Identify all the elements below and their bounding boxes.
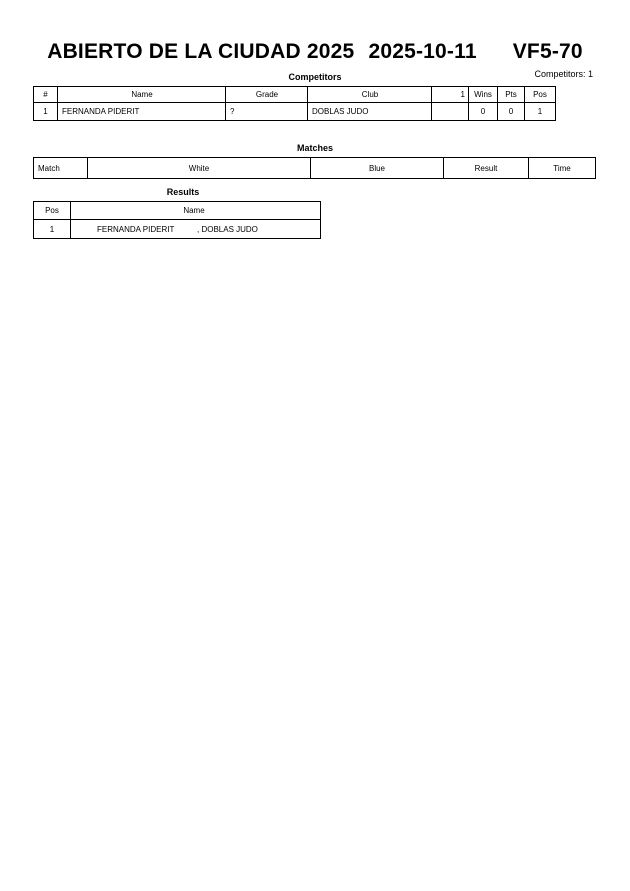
column-header-pts: Pts bbox=[498, 87, 525, 103]
cell-results-name bbox=[71, 220, 321, 239]
event-date: 2025-10-11 bbox=[368, 40, 477, 63]
matches-table bbox=[33, 157, 596, 179]
column-header-num: # bbox=[34, 87, 58, 103]
column-header-white: White bbox=[88, 158, 311, 179]
table-header-row bbox=[34, 158, 596, 179]
table-header-row bbox=[34, 87, 556, 103]
column-header-extra: 1 bbox=[432, 87, 469, 103]
cell-extra bbox=[432, 103, 469, 121]
table-row bbox=[34, 220, 321, 239]
competitors-table bbox=[33, 86, 556, 121]
results-table bbox=[33, 201, 321, 239]
results-table-wrap bbox=[33, 201, 630, 239]
column-header-name: Name bbox=[58, 87, 226, 103]
column-header-match: Match bbox=[34, 158, 88, 179]
competitors-table-wrap bbox=[33, 86, 630, 121]
column-header-pos: Pos bbox=[525, 87, 556, 103]
column-header-results-name: Name bbox=[71, 202, 321, 220]
results-competitor-name: FERNANDA PIDERIT bbox=[97, 224, 175, 234]
title-line bbox=[0, 40, 630, 64]
results-competitor-club: , DOBLAS JUDO bbox=[197, 224, 258, 234]
competitors-count: Competitors: 1 bbox=[534, 69, 593, 79]
cell-pts: 0 bbox=[498, 103, 525, 121]
competitors-section-label: Competitors bbox=[288, 72, 342, 82]
matches-section-label: Matches bbox=[296, 143, 333, 153]
column-header-blue: Blue bbox=[311, 158, 444, 179]
column-header-club: Club bbox=[308, 87, 432, 103]
matches-table-wrap bbox=[33, 157, 630, 179]
cell-grade: ? bbox=[226, 103, 308, 121]
table-row bbox=[34, 103, 556, 121]
cell-wins: 0 bbox=[469, 103, 498, 121]
column-header-grade: Grade bbox=[226, 87, 308, 103]
column-header-result: Result bbox=[444, 158, 529, 179]
event-category: VF5-70 bbox=[512, 40, 583, 63]
cell-num: 1 bbox=[34, 103, 58, 121]
column-header-time: Time bbox=[529, 158, 596, 179]
results-section-label: Results bbox=[166, 187, 200, 197]
cell-results-pos: 1 bbox=[34, 220, 71, 239]
document-header bbox=[0, 0, 630, 64]
cell-name: FERNANDA PIDERIT bbox=[58, 103, 226, 121]
event-title: ABIERTO DE LA CIUDAD 2025 bbox=[47, 40, 355, 63]
column-header-wins: Wins bbox=[469, 87, 498, 103]
column-header-results-pos: Pos bbox=[34, 202, 71, 220]
table-header-row bbox=[34, 202, 321, 220]
cell-club: DOBLAS JUDO bbox=[308, 103, 432, 121]
cell-pos: 1 bbox=[525, 103, 556, 121]
